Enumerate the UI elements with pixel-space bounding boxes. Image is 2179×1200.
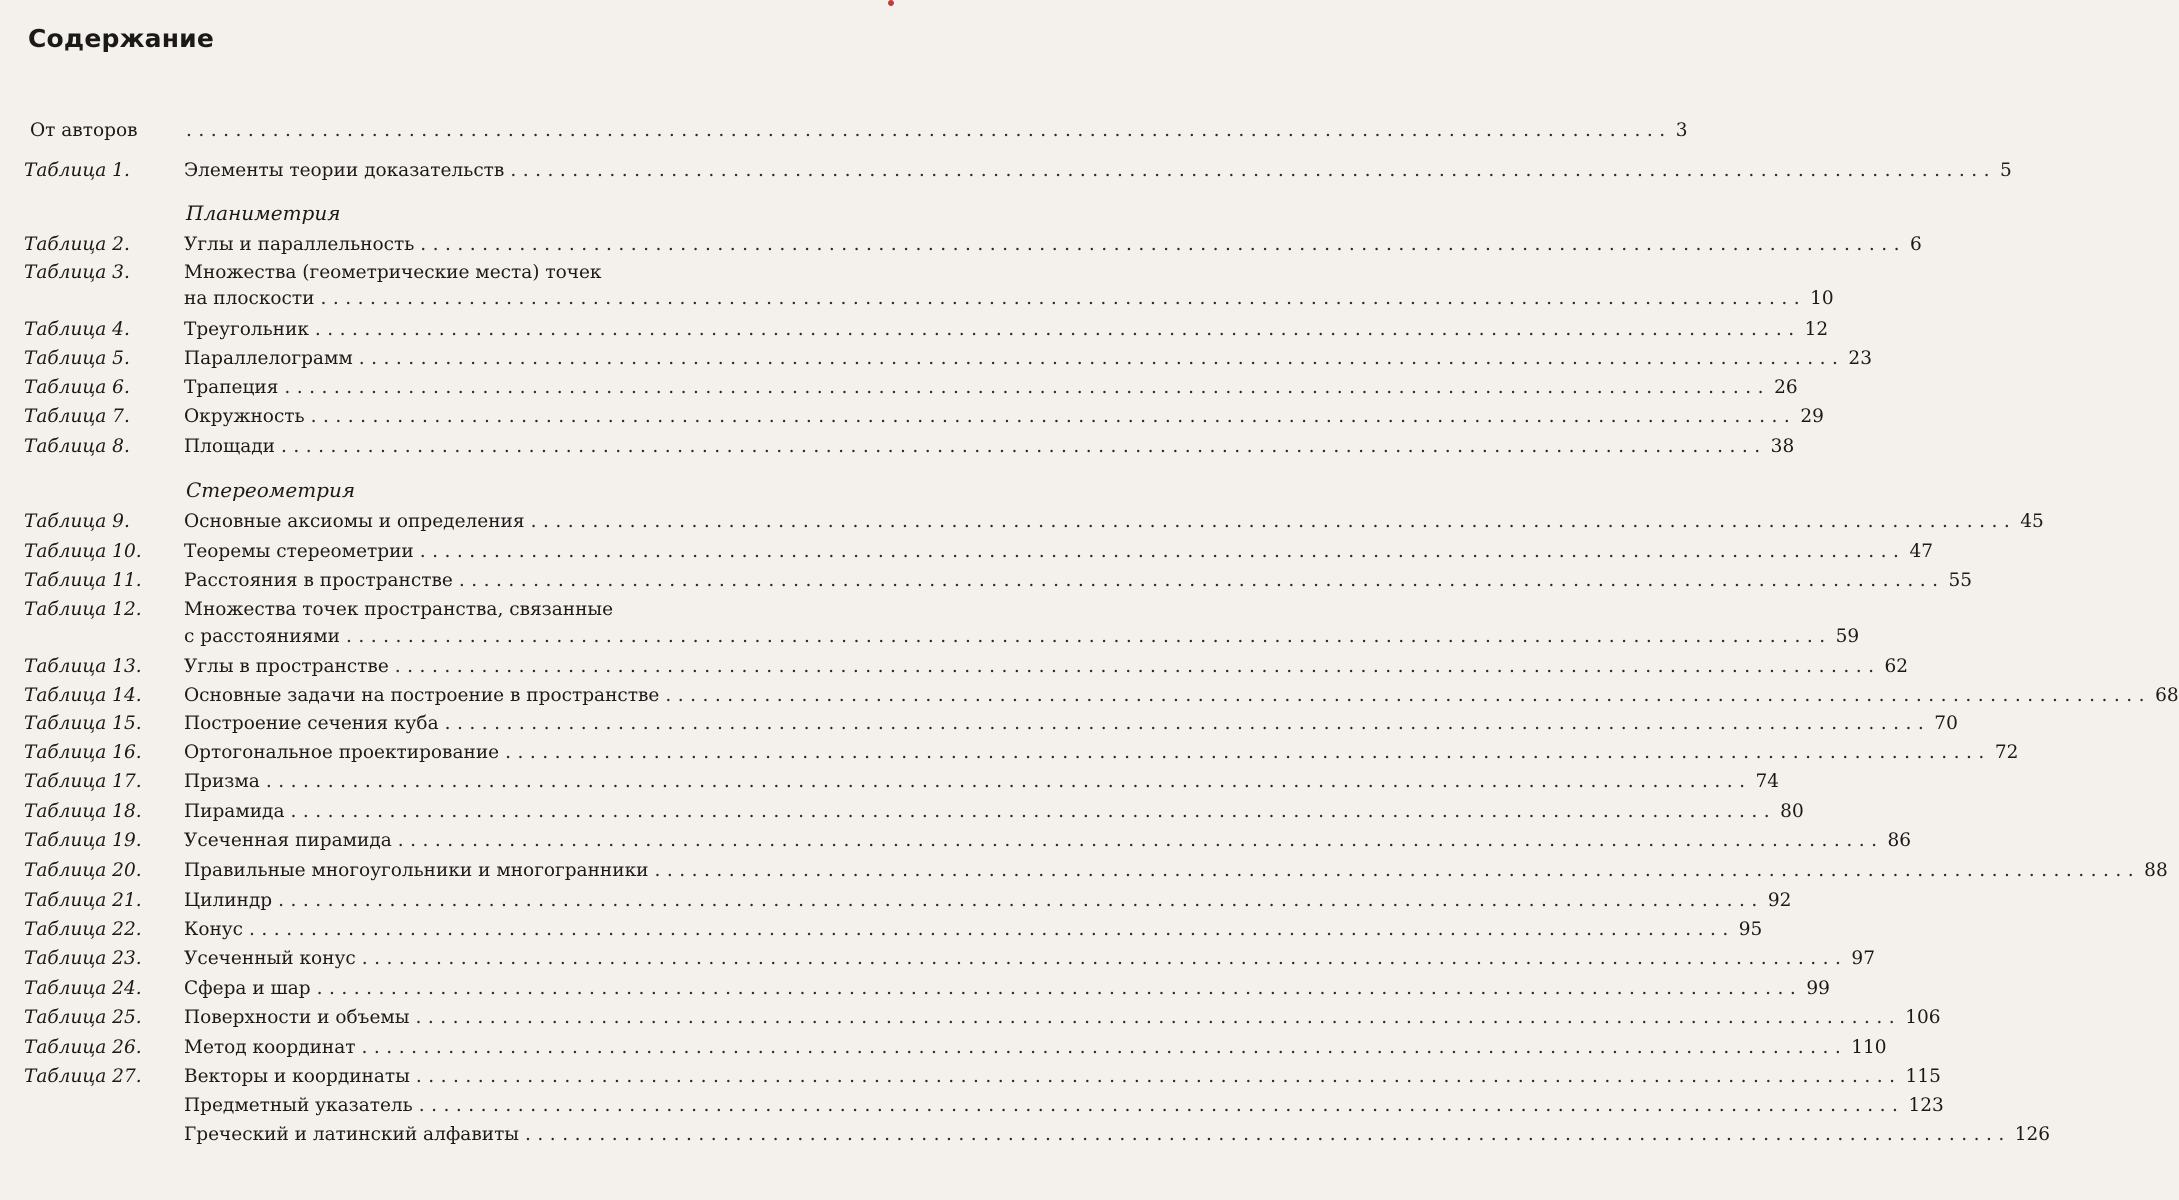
dot-leader: ........................................................................................................................ <box>265 771 1752 792</box>
toc-table-label: Таблица 13. <box>24 656 142 677</box>
toc-entry[interactable] <box>0 826 1912 856</box>
toc-table-label: Таблица 17. <box>24 771 142 792</box>
toc-entry-line <box>184 856 2168 886</box>
toc-table-label: Таблица 27. <box>24 1066 142 1087</box>
toc-entry[interactable] <box>0 915 1763 945</box>
toc-entry-line <box>184 974 1830 1004</box>
toc-table-label: Таблица 21. <box>24 890 142 911</box>
toc-entry-line <box>184 507 2044 537</box>
toc-page-number: 97 <box>1851 948 1875 969</box>
toc-page-number: 86 <box>1887 830 1912 851</box>
toc-entry-title: Множества точек пространства, связанные <box>184 599 614 620</box>
toc-entry-line <box>184 826 1912 856</box>
toc-entry[interactable] <box>0 315 1829 345</box>
dot-leader: ........................................................................................................................ <box>525 1124 2011 1145</box>
toc-table-label: Таблица 19. <box>24 830 142 851</box>
toc-table-label: Таблица 24. <box>24 978 142 999</box>
toc-entry[interactable] <box>0 1033 1887 1063</box>
toc-page-number: 5 <box>2000 160 2012 181</box>
toc-entry-title: Углы и параллельность <box>184 234 415 255</box>
toc-entry-line <box>184 537 1933 567</box>
dot-leader: ........................................................................................................................ <box>314 319 1801 340</box>
dot-leader: ........................................................................................................................ <box>505 742 1991 763</box>
toc-table-label: Таблица 16. <box>24 742 142 763</box>
toc-page-number: 99 <box>1806 978 1830 999</box>
toc-entry-title: Теоремы стереометрии <box>184 541 414 562</box>
toc-page-number: 115 <box>1905 1066 1941 1087</box>
toc-entry[interactable] <box>0 344 1872 374</box>
dot-leader: ........................................................................................................................ <box>310 406 1797 427</box>
toc-entry-line <box>184 738 2019 768</box>
toc-entry[interactable] <box>0 886 1792 916</box>
dot-leader: ........................................................................................................................ <box>418 1095 1905 1116</box>
toc-entry-line <box>184 944 1875 974</box>
dot-leader: ........................................................................................................................ <box>394 656 1881 677</box>
toc-page-number: 92 <box>1767 890 1792 911</box>
toc-entry[interactable] <box>0 507 2044 537</box>
toc-entry-line <box>184 1120 2051 1150</box>
dot-leader: ........................................................................................................................ <box>358 348 1845 369</box>
toc-entry-title: Треугольник <box>184 319 309 340</box>
toc-entry-title-continued: с расстояниями <box>184 626 340 647</box>
toc-table-label: Таблица 10. <box>24 541 142 562</box>
toc-entry[interactable] <box>0 230 1922 260</box>
toc-table-label: Таблица 2. <box>24 234 130 255</box>
toc-entry-title: Векторы и координаты <box>184 1066 410 1087</box>
toc-table-label: Таблица 15. <box>24 713 142 734</box>
toc-table-label: Таблица 4. <box>24 319 130 340</box>
toc-entry[interactable] <box>0 284 1834 314</box>
dot-leader: ........................................................................................................................ <box>284 377 1771 398</box>
toc-entry[interactable] <box>0 709 1958 739</box>
dot-leader: ........................................................................................................................ <box>278 890 1764 911</box>
toc-page-number: 74 <box>1755 771 1780 792</box>
toc-entry-first-line <box>0 595 900 625</box>
toc-entry-title: Метод координат <box>184 1037 356 1058</box>
dot-leader: ........................................................................................................................ <box>665 685 2152 706</box>
toc-page-number: 106 <box>1905 1007 1941 1028</box>
toc-entry[interactable] <box>0 1003 1941 1033</box>
dot-leader: ........................................................................................................................ <box>415 1007 1902 1028</box>
toc-entry-line <box>184 709 1958 739</box>
page-title: Содержание <box>28 24 215 53</box>
toc-entry-line <box>184 1091 1944 1121</box>
toc-entry-line <box>184 344 1872 374</box>
toc-entry-title-continued: на плоскости <box>184 288 315 309</box>
dot-leader: ........................................................................................................................ <box>361 948 1848 969</box>
toc-entry[interactable] <box>0 1062 1941 1092</box>
toc-entry-title: Усеченный конус <box>184 948 356 969</box>
toc-entry[interactable] <box>0 1120 2051 1150</box>
toc-entry[interactable] <box>0 974 1830 1004</box>
toc-entry-line <box>184 681 2179 711</box>
toc-table-label: Таблица 1. <box>24 160 130 181</box>
dot-leader: ........................................................................................................................ <box>458 570 1945 591</box>
toc-entry-line <box>184 652 1909 682</box>
dot-leader: ........................................................................................................................ <box>510 160 1997 181</box>
dot-leader: ........................................................................................................................ <box>316 978 1803 999</box>
toc-page-number: 62 <box>1884 656 1909 677</box>
toc-entry-title: Усеченная пирамида <box>184 830 392 851</box>
toc-entry-line <box>184 622 1860 652</box>
toc-entry-line <box>184 915 1763 945</box>
toc-entry-title: Ортогональное проектирование <box>184 742 500 763</box>
dot-leader: ........................................................................................................................ <box>361 1037 1848 1058</box>
toc-entry-title: Расстояния в пространстве <box>184 570 453 591</box>
toc-entry[interactable] <box>0 652 1909 682</box>
toc-page-number: 59 <box>1835 626 1860 647</box>
toc-page-number: 26 <box>1774 377 1798 398</box>
dot-leader: ........................................................................................................................ <box>397 830 1884 851</box>
toc-entry[interactable] <box>0 738 2019 768</box>
toc-table-label: Таблица 20. <box>24 860 142 881</box>
dot-leader: ........................................................................................................................ <box>320 288 1807 309</box>
toc-entry-title: Построение сечения куба <box>184 713 439 734</box>
toc-entry-title: Окружность <box>184 406 305 427</box>
toc-entry-line <box>184 156 2012 186</box>
toc-entry[interactable] <box>0 566 1973 596</box>
toc-entry[interactable] <box>0 1091 1944 1121</box>
toc-entry-title: Площади <box>184 436 275 457</box>
toc-entry-line <box>184 432 1795 462</box>
dot-leader: ........................................................................................................................ <box>415 1066 1902 1087</box>
dot-leader: ........................................................................................................................ <box>420 234 1906 255</box>
toc-entry-line <box>184 315 1829 345</box>
toc-entry-title: Основные аксиомы и определения <box>184 511 525 532</box>
toc-table-label: Таблица 8. <box>24 436 130 457</box>
toc-page-number: 55 <box>1948 570 1973 591</box>
toc-entry-line <box>184 767 1780 797</box>
dot-leader: ........................................................................................................................ <box>345 626 1832 647</box>
toc-entry-title: Элементы теории доказательств <box>184 160 505 181</box>
toc-page-number: 3 <box>1675 120 1688 141</box>
dot-leader: ........................................................................................................................ <box>280 436 1767 457</box>
toc-entry-line <box>184 373 1798 403</box>
toc-page-number: 95 <box>1738 919 1763 940</box>
dot-leader: ........................................................................................................................ <box>290 801 1777 822</box>
toc-entry-line <box>184 1033 1887 1063</box>
toc-entry-line <box>184 284 1834 314</box>
toc-entry[interactable] <box>0 944 1875 974</box>
toc-table-label: Таблица 6. <box>24 377 130 398</box>
toc-entry-line <box>184 1062 1941 1092</box>
toc-entry[interactable] <box>0 767 1780 797</box>
toc-entry[interactable] <box>0 432 1795 462</box>
toc-page-number: 88 <box>2144 860 2168 881</box>
toc-table-label: Таблица 26. <box>24 1037 142 1058</box>
toc-entry-title: Правильные многоугольники и многогранники <box>184 860 649 881</box>
toc-page-number: 123 <box>1908 1095 1944 1116</box>
toc-entry-title: Основные задачи на построение в пространстве <box>184 685 660 706</box>
toc-table-label: Таблица 18. <box>24 801 142 822</box>
toc-table-label: Таблица 25. <box>24 1007 142 1028</box>
toc-entry[interactable] <box>0 537 1933 567</box>
toc-page-number: 38 <box>1770 436 1795 457</box>
toc-table-label: Таблица 22. <box>24 919 142 940</box>
toc-entry-title: Сфера и шар <box>184 978 311 999</box>
dot-leader: ........................................................................................................................ <box>654 860 2141 881</box>
toc-entry-title: Множества (геометрические места) точек <box>184 262 602 283</box>
toc-page-number: 29 <box>1800 406 1824 427</box>
dot-leader: ........................................................................................................................ <box>186 120 1672 141</box>
dot-leader: ........................................................................................................................ <box>444 713 1931 734</box>
toc-entry[interactable] <box>0 856 2168 886</box>
section-heading-stereometry: Стереометрия <box>186 478 356 502</box>
toc-page-number: 126 <box>2014 1124 2051 1145</box>
section-heading-planimetry: Планиметрия <box>186 201 341 225</box>
toc-entry-title: Трапеция <box>184 377 279 398</box>
toc-page-number: 6 <box>1909 234 1922 255</box>
toc-entry[interactable] <box>0 116 1688 146</box>
toc-entry-title: Греческий и латинский алфавиты <box>184 1124 520 1145</box>
toc-entry-line <box>184 402 1824 432</box>
toc-table-label: Таблица 9. <box>24 511 130 532</box>
toc-entry-line <box>184 886 1792 916</box>
toc-page-number: 10 <box>1810 288 1834 309</box>
toc-authors-label: От авторов <box>30 120 138 141</box>
toc-entry[interactable] <box>0 156 2012 186</box>
toc-table-label: Таблица 7. <box>24 406 130 427</box>
dot-leader: ........................................................................................................................ <box>419 541 1906 562</box>
page-corner-mark <box>888 0 894 6</box>
toc-page-number: 23 <box>1848 348 1872 369</box>
toc-page-number: 45 <box>2020 511 2044 532</box>
toc-entry-title: Призма <box>184 771 260 792</box>
toc-table-label: Таблица 12. <box>24 599 142 620</box>
toc-table-label: Таблица 14. <box>24 685 142 706</box>
toc-entry-line <box>186 116 1688 146</box>
toc-entry[interactable] <box>0 402 1824 432</box>
toc-page-number: 12 <box>1804 319 1829 340</box>
toc-table-label: Таблица 5. <box>24 348 130 369</box>
dot-leader: ........................................................................................................................ <box>249 919 1735 940</box>
toc-entry[interactable] <box>0 681 2179 711</box>
toc-page-number: 70 <box>1934 713 1958 734</box>
toc-entry-title: Пирамида <box>184 801 285 822</box>
toc-entry-title: Конус <box>184 919 244 940</box>
toc-page-number: 80 <box>1780 801 1804 822</box>
toc-entry[interactable] <box>0 622 1860 652</box>
toc-page-number: 110 <box>1851 1037 1887 1058</box>
toc-page-number: 68 <box>2155 685 2179 706</box>
toc-entry[interactable] <box>0 797 1804 827</box>
toc-table-label: Таблица 3. <box>24 262 130 283</box>
toc-entry-title: Предметный указатель <box>184 1095 413 1116</box>
toc-entry-line <box>184 230 1922 260</box>
toc-page-number: 47 <box>1909 541 1933 562</box>
toc-entry-title: Поверхности и объемы <box>184 1007 410 1028</box>
toc-table-label: Таблица 11. <box>24 570 142 591</box>
toc-entry[interactable] <box>0 373 1798 403</box>
toc-entry-title: Цилиндр <box>184 890 273 911</box>
toc-table-label: Таблица 23. <box>24 948 142 969</box>
toc-entry-title: Углы в пространстве <box>184 656 389 677</box>
dot-leader: ........................................................................................................................ <box>530 511 2017 532</box>
toc-entry-line <box>184 566 1973 596</box>
toc-page-number: 72 <box>1994 742 2019 763</box>
toc-entry-title: Параллелограмм <box>184 348 353 369</box>
toc-entry-line <box>184 797 1804 827</box>
toc-entry-line <box>184 1003 1941 1033</box>
